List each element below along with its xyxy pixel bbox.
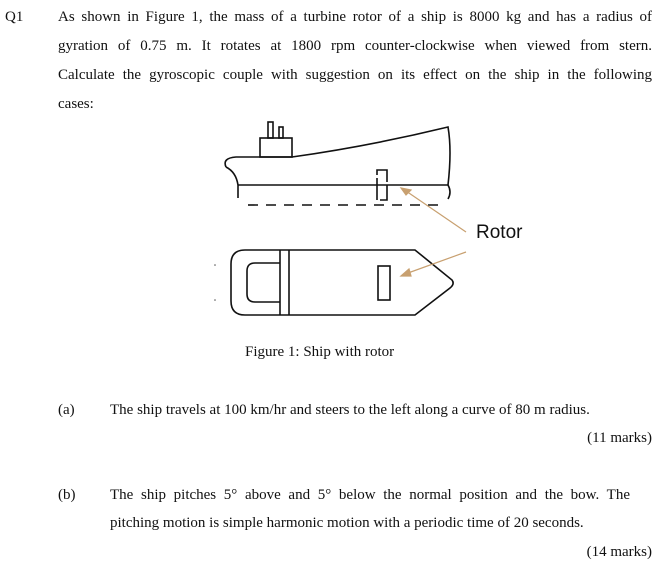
part-b-text: pitching motion is simple harmonic motion with a periodic time of 20 seconds. (110, 515, 584, 531)
ship-side-view (225, 122, 450, 205)
ship-top-view (214, 250, 453, 315)
rotor-top (378, 266, 390, 300)
superstructure (260, 138, 292, 157)
question-line: As shown in Figure 1, the mass of a turbine rotor of a ship is 8000 kg and has a radius of (58, 9, 652, 25)
figure-caption: Figure 1: Ship with rotor (245, 344, 395, 360)
part-b-label: (b) (58, 487, 76, 503)
question-line: gyration of 0.75 m. It rotates at 1800 rpm counter-clockwise when viewed from stern. (58, 38, 652, 54)
part-b-marks: (14 marks) (586, 544, 652, 560)
rotor-label: Rotor (476, 222, 523, 243)
question-line: Calculate the gyroscopic couple with suggestion on its effect on the ship in the following (58, 67, 652, 83)
part-a-label: (a) (58, 402, 75, 418)
part-b-text: The ship pitches 5° above and 5° below the normal position and the bow. The (110, 487, 630, 503)
rotor-arrows (401, 188, 466, 276)
question-number: Q1 (5, 9, 24, 25)
part-a-marks: (11 marks) (587, 430, 652, 446)
question-line: cases: (58, 96, 94, 112)
part-a-text: The ship travels at 100 km/hr and steers to the left along a curve of 80 m radius. (110, 402, 590, 418)
